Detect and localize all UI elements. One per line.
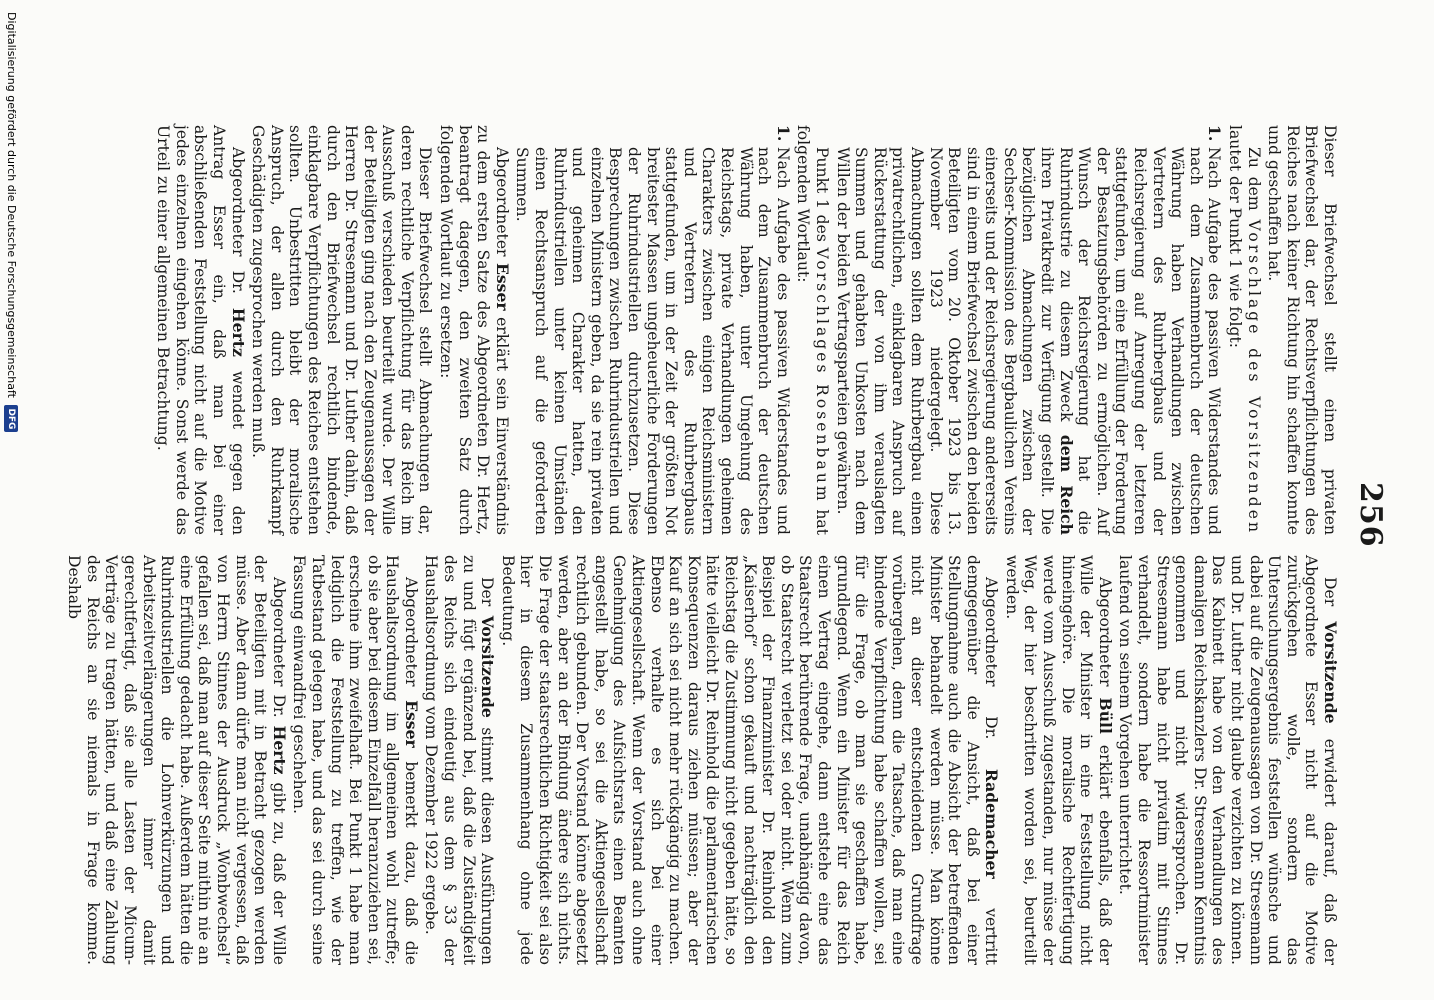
text: bemerkt dazu, daß die Haushaltsordnung im allgemeinen wohl zutreffe; ob sie aber bei diesem Einzelfall heranzuziehen sei, erscheine ihm zweifelhaft. Bei Punkt 1 habe man lediglich die Feststellung zu treffen, wie der Tatbestand gelegen habe, und das sei durch seine Fassung einwandfrei geschehen.	[290, 555, 420, 965]
paragraph	[437, 125, 511, 535]
speaker-name: Rademacher	[982, 768, 1002, 879]
dfg-logo-icon: DFG	[4, 405, 18, 432]
page-number: 256	[1353, 482, 1388, 548]
text: Dieser Briefwechsel stellt einen privaten Briefwechsel dar, der Rechtsverpflichtungen des Reiches nach keiner Richtung hin schaffen konnte und geschaffen hat.	[1265, 125, 1339, 535]
text: Abgeordneter Dr.	[982, 577, 1001, 769]
speaker-name: Esser	[401, 700, 421, 748]
text: vertritt demgegenüber die Ansicht, daß bei einer Stellungnahme auch die Absicht der betreffenden Minister behandelt werden müsse. Man könne nicht an dieser entscheidenden Grundfrage vorübergehen, denn die Tatsache, daß man eine bindende Verpflichtung habe schaffen wollen, sei für die Frage, ob man sie geschaffen habe, grundlegend. Wenn ein Minister für das Reich einen Vertrag eingehe, dann entstehe eine das Staatsrecht berührende Frage, unabhängig davon, ob Staatsrecht verletzt sei oder nicht. Wenn zum Beispiel der Finanzminister Dr. Reinhold den „Kaiserhof“ schon gekauft und nachträglich den Reichstag die Zustimmung nicht gegeben hätte, so hätte vielleicht Dr. Reinhold die parlamentarischen Konsequenzen daraus ziehen müssen; aber der Kauf an sich sei nicht mehr rückgängig zu machen. Ebenso verhalte es sich bei einer Aktiengesellschaft. Wenn der Vorstand auch ohne Genehmigung des Aufsichtsrats einen Beamten angestellt habe, so sei die Aktiengesellschaft rechtlich gebunden. Der Vorstand könne abgesetzt werden, aber an der Bindung ändere sich nichts. Die Frage der staatsrechtlichen Richtigkeit sei also hier in diesem Zusammenhang ohne jede Bedeutung.	[498, 555, 1001, 965]
paragraph	[249, 125, 435, 535]
paragraph	[290, 555, 420, 965]
left-column	[152, 125, 1339, 535]
text: Nach Aufgabe des passiven Widerstandes und nach dem Zusammenbruch der deutschen Währung haben, unter Umgehung des Reichstags, private Verhandlungen geheimen Charakters zwischen einigen Reichsministern und Vertretern des Ruhrbergbaus stattgefunden, um in der Zeit der größten Not breitester Massen ungeheuerliche Forderungen der Ruhrindustriellen durchzusetzen. Diese Besprechungen zwischen Ruhrindustriellen und einzelnen Ministern geben, da sie rein privaten und geheimen Charakter hatten, den Ruhrindustriellen unter keinen Umständen einen Rechtsanspruch auf die geforderten Summen.	[513, 147, 792, 535]
text: wendet gegen den Antrag Esser ein, daß man bei einer abschließenden Feststellung nicht auf die Motive jedes einzelnen eingehen könne. Sonst werde das Urteil zu einer allgemeinen Betrachtung.	[154, 125, 247, 535]
speaker-name: Hertz	[269, 725, 289, 775]
numbered-item	[833, 125, 1223, 535]
speaker-name: Hertz	[228, 307, 248, 357]
paragraph	[498, 555, 1000, 965]
paragraph	[1225, 125, 1262, 535]
text: ihren Privatkredit zur Verfügung gestellt. Die bezüglichen Abmachungen zwischen der Sechser-Kommission des Bergbaulichen Vereins einerseits und der Reichsregierung andererseits sind in einem Briefwechsel zwischen den beiden Beteiligten vom 20. Oktober 1923 bis 13. November 1923 niedergelegt. Diese Abmachungen sollten dem Ruhrbergbau einen privatrechtlichen, einklagbaren Anspruch auf Rückerstattung der von ihm verauslagten Summen und gehabten Unkosten nach dem Willen der beiden Vertragsparteien gewähren.	[833, 147, 1057, 535]
paragraph	[1265, 125, 1339, 535]
text: Abgeordneter	[1095, 577, 1114, 698]
speaker-name: Vorsitzende	[1321, 621, 1340, 724]
text: Abgeordneter	[492, 147, 511, 263]
digitization-credit	[2, 0, 20, 1000]
text: Der	[478, 577, 497, 616]
paragraph	[1002, 555, 1114, 965]
speaker-name: Büll	[1095, 697, 1115, 734]
item-number: 1.	[773, 125, 793, 142]
credit-text: Digitalisierung gefördert durch die Deutsche Forschungsgemeinschaft	[5, 12, 18, 398]
item-number: 1.	[1205, 125, 1225, 142]
text: lautet der Punkt 1 wie folgt:	[1226, 125, 1245, 348]
text: Dieser Briefwechsel stellt Abmachungen dar, deren rechtliche Verpflichtung für das Reich im Ausschuß verschieden beurteilt wurde. Der Wille der Beteiligten ging nach den Zeugenaussagen der Herren Dr. Stresemann und Dr. Luther dahin, daß durch den Briefwechsel rechtlich bindende, einklagbare Verpflichtungen des Reiches entstehen sollten. Unbestritten bleibt der moralische Anspruch, der allen durch den Ruhrkampf Geschädigten zugesprochen werden muß.	[249, 125, 435, 535]
text: Abgeordneter Dr.	[228, 147, 247, 308]
paragraph	[422, 555, 496, 965]
emphasis-text: Vorschlages Rosenbaum	[812, 247, 831, 504]
text: Zu dem	[1244, 147, 1263, 220]
text: stimmt diesen Ausführungen zu und fügt ergänzend bei, daß die Zuständigkeit des Reichs sich eindeutig aus dem § 33 der Haushaltsordnung vom Dezember 1922 ergebe.	[422, 555, 497, 965]
numbered-item	[513, 125, 792, 535]
speaker-name: Esser	[492, 263, 512, 311]
text: erklärt sein Einverständnis zu dem ersten Satze des Abgeordneten Dr. Hertz, beantragt dagegen, den zweiten Satz durch folgenden Wortlaut zu ersetzen:	[437, 125, 511, 535]
text: Punkt 1 des	[812, 147, 831, 248]
text: hat folgenden Wortlaut:	[794, 125, 831, 535]
text: Nach Aufgabe des passiven Widerstandes und nach dem Zusammenbruch der deutschen Währung haben Verhandlungen zwischen Vertretern des Ruhrbergbaus und der Reichsregierung auf Anregung der letzteren stattgefunden, um eine Erfüllung der Forderung der Besatzungsbehörden zu ermöglichen. Auf Wunsch der Reichsregierung hat die Ruhrindustrie zu diesem Zweck	[1056, 147, 1224, 535]
text: erklärt ebenfalls, daß der Wille der Minister in eine Feststellung nicht hineingehöre. Die moralische Rechtfertigung werde vom Ausschuß zugestanden, nur müsse der Weg, der hier beschritten worden sei, beurteilt werden.	[1002, 555, 1114, 965]
paragraph	[154, 125, 247, 535]
paragraph	[65, 555, 288, 965]
speaker-name: Vorsitzende	[478, 615, 498, 718]
paragraph	[794, 125, 831, 535]
text: erwidert darauf, daß der Abgeordnete Esser nicht auf die Motive zurückgehen wolle, sondern das Untersuchungsergebnis feststellen wünsche und dabei auf die Zeugenaussagen von Dr. Stresemann und Dr. Luther nicht glaube verzichten zu können. Das Kabinett habe von den Verhandlungen des damaligen Reichskanzlers Dr. Stresemann Kenntnis genommen und nicht widersprochen. Dr. Stresemann habe nicht privatim mit Stinnes verhandelt, sondern habe die Ressortminister laufend von seinem Vorgehen unterrichtet.	[1116, 555, 1339, 965]
text: Abgeordneter	[401, 577, 420, 701]
text: Der	[1321, 577, 1339, 622]
text: gibt zu, daß der Wille der Beteiligten mit in Betracht gezogen werden müsse. Aber dann dürfe man nicht vergessen, daß von Herrn Stinnes der Ausdruck „Wonbwechsel“ gefallen sei, daß man auf dieser Seite mithin nie an eine Erfüllung gedacht habe. Außerdem hätten die Ruhrindustriellen die Lohnverkürzungen und Arbeitszeitverlängerungen immer damit gerechtfertigt, daß sie alle Lasten der Micum-Verträge zu tragen hätten, und daß eine Zahlung des Reichs an sie niemals in Frage komme. Deshalb	[65, 555, 288, 965]
text: Abgeordneter Dr.	[269, 577, 288, 726]
emphasis-text: Vorschlage des Vorsitzenden	[1244, 219, 1263, 535]
bold-text: dem Reich	[1056, 421, 1076, 535]
paragraph	[1116, 555, 1339, 965]
right-column	[63, 555, 1339, 965]
